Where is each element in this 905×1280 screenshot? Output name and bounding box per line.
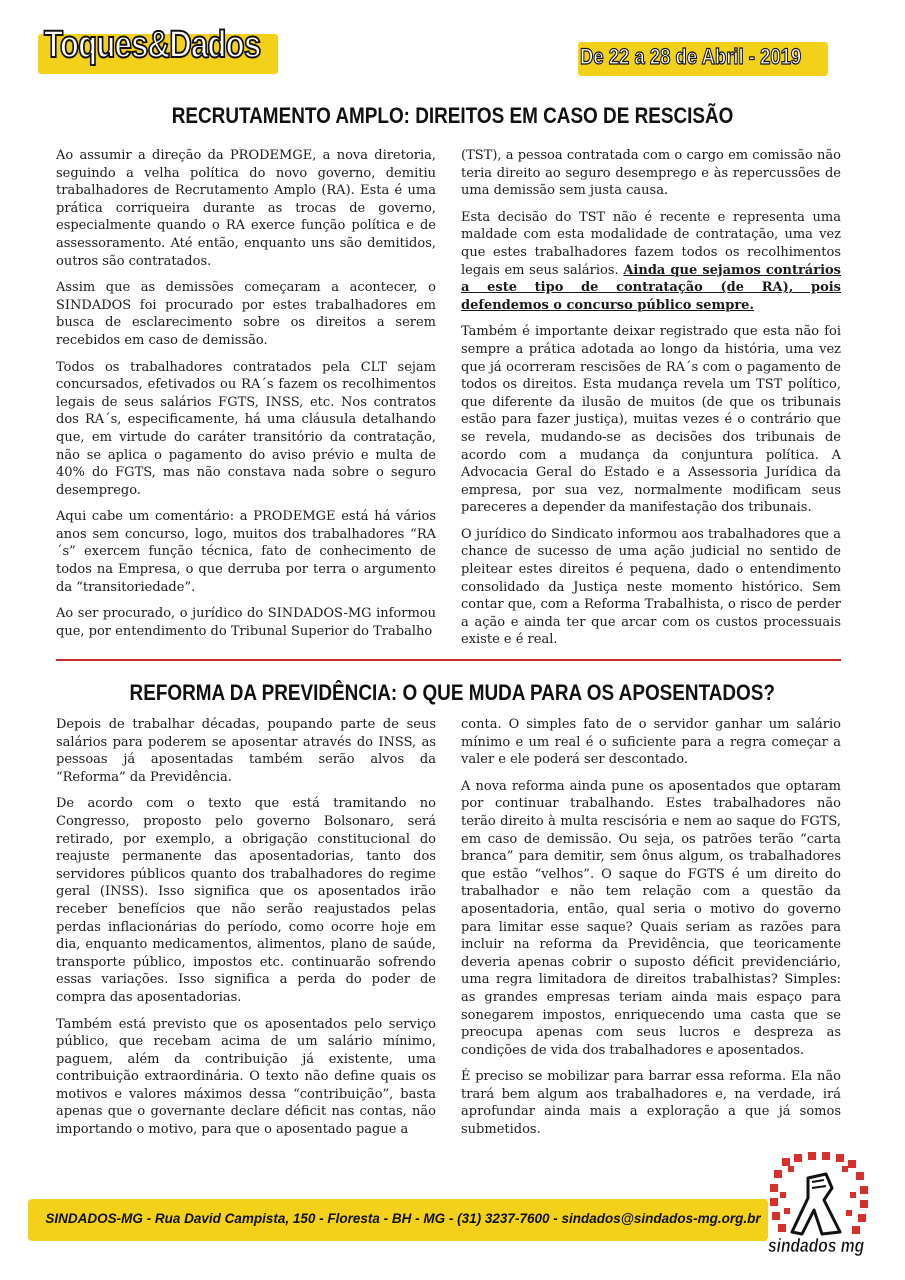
paragraph bbox=[461, 209, 841, 315]
emphasized-statement: Ainda que sejamos contrários a este tipo de contratação (de RA), pois defendemos o concurso público sempre. bbox=[461, 262, 841, 313]
paragraph: Todos os trabalhadores contratados pela CLT sejam concursados, efetivados ou RA´s fazem os recolhimentos legais de seus salários FGTS, INSS, etc. Nos contratos dos RA´s, especificamente, há uma cláusula detalhando que, em virtude do caráter transitório da contratação, não se aplica o pagamento do aviso prévio e multa de 40% do FGTS, mas não constava nada sobre o seguro desemprego. bbox=[56, 359, 436, 498]
article2-headline bbox=[0, 680, 905, 706]
issue-date: De 22 a 28 de Abril - 2019 bbox=[580, 44, 802, 69]
paragraph: Ao assumir a direção da PRODEMGE, a nova diretoria, seguindo a velha política do novo governo, demitiu trabalhadores de Recrutamento Amplo (RA). Esta é uma prática corriqueira durante as trocas de governo, especialmente quando o RA exerce função política e de assessoramento. Até então, enquanto uns são demitidos, outros são contratados. bbox=[56, 148, 436, 269]
masthead bbox=[0, 0, 905, 100]
article1-headline bbox=[0, 103, 905, 129]
paragraph-text: Esta decisão do TST não é recente e representa uma maldade com esta modalidade de contratação, uma vez que estes trabalhadores fazem todos os recolhimentos legais em seus salários. bbox=[461, 209, 841, 278]
article1-left-column bbox=[56, 147, 436, 649]
paragraph: Depois de trabalhar décadas, poupando parte de seus salários para poderem se aposentar através do INSS, as pessoas já aposentadas também serão alvos da “Reforma” da Previdência. bbox=[56, 717, 436, 785]
paragraph: Também está previsto que os aposentados pelo serviço público, que recebam acima de um salário mínimo, paguem, além da contribuição já existente, uma contribuição extraordinária. O texto não define quais os motivos e valores máximos dessa “contribuição”, basta apenas que o governante declare déficit nas contas, não importando o motivo, para que o aposentado pague a bbox=[56, 1016, 436, 1138]
paragraph: De acordo com o texto que está tramitando no Congresso, proposto pelo governo Bolsonaro, será retirado, por exemplo, a obrigação constitucional do reajuste permanente das aposentadorias, tanto dos servidores públicos quanto dos trabalhadores do regime geral (INSS). Isso significa que os aposentados irão receber benefícios que não serão reajustados pelas perdas inflacionárias do período, como ocorre hoje em dia, enquanto medicamentos, alimentos, plano de saúde, transporte público, impostos etc. continuarão sofrendo essas variações. Isso significa a perda do poder de compra das aposentadorias. bbox=[56, 796, 436, 1005]
logo-wordmark: sindados mg bbox=[768, 1236, 865, 1257]
section-divider bbox=[56, 659, 841, 661]
paragraph: Assim que as demissões começaram a acontecer, o SINDADOS foi procurado por estes trabalhadores em busca de esclarecimento sobre os direitos a serem recebidos em caso de demissão. bbox=[56, 280, 436, 348]
paragraph: O jurídico do Sindicato informou aos trabalhadores que a chance de sucesso de uma ação judicial no sentido de pleitear estes direitos é pequena, dado o entendimento consolidado da Justiça neste momento histórico. Sem contar que, com a Reforma Trabalhista, o risco de perder a ação e ainda ter que arcar com os custos processuais existe e é real. bbox=[461, 526, 841, 648]
paragraph: É preciso se mobilizar para barrar essa reforma. Ela não trará bem algum aos trabalhadores e, na verdade, irá aprofundar ainda mais a exploração a que já somos submetidos. bbox=[461, 1069, 841, 1138]
article2-left-column bbox=[56, 716, 436, 1148]
footer-contact: SINDADOS-MG - Rua David Campista, 150 - Floresta - BH - MG - (31) 3237-7600 - sindados@sindados-mg.org.br bbox=[45, 1211, 761, 1226]
article1-right-column bbox=[461, 147, 841, 658]
article2-headline-text: REFORMA DA PREVIDÊNCIA: O QUE MUDA PARA OS APOSENTADOS? bbox=[129, 680, 776, 705]
article1-headline-text: RECRUTAMENTO AMPLO: DIREITOS EM CASO DE RESCISÃO bbox=[171, 103, 734, 128]
paragraph: conta. O simples fato de o servidor ganhar um salário mínimo e um real é o suficiente para a regra começar a valer e ele poderá ser descontado. bbox=[461, 717, 841, 768]
newsletter-title: Toques&Dados bbox=[44, 24, 261, 66]
paragraph: Ao ser procurado, o jurídico do SINDADOS-MG informou que, por entendimento do Tribunal Superior do Trabalho bbox=[56, 606, 436, 639]
article2-right-column bbox=[461, 716, 841, 1148]
paragraph: (TST), a pessoa contratada com o cargo em comissão não teria direito ao seguro desemprego e às repercussões de uma demissão sem justa causa. bbox=[461, 148, 841, 199]
paragraph: A nova reforma ainda pune os aposentados que optaram por continuar trabalhando. Estes trabalhadores não terão direito à multa rescisória e nem ao saque do FGTS, em caso de demissão. Ou seja, os patrões terão “carta branca” para demitir, sem ônus algum, os trabalhadores que estão “velhos”. O saque do FGTS é um direito do trabalhador e não tem relação com a questão da aposentadoria, então, qual seria o motivo do governo para limitar esse saque? Quais seriam as razões para incluir na reforma da Previdência, que teoricamente deveria apenas cobrir o suposto déficit previdenciário, uma regra limitadora de direitos trabalhistas? Simples: as grandes empresas teriam ainda mais espaço para sonegarem impostos, enriquecendo uma casta que se preocupa apenas com seus lucros e despreza as condições de vida dos trabalhadores e aposentados. bbox=[461, 778, 841, 1058]
paragraph: Aqui cabe um comentário: a PRODEMGE está há vários anos sem concurso, logo, muitos dos trabalhadores “RA´s” exercem função técnica, fato de conhecimento de todos na Empresa, o que derruba por terra o argumento da “transitoriedade”. bbox=[56, 509, 436, 595]
paragraph: Também é importante deixar registrado que esta não foi sempre a prática adotada ao longo da história, uma vez que já ocorreram rescisões de RA´s com o pagamento de todos os direitos. Esta mudança revela um TST político, que diferente da ilusão de muitos (de que os tribunais estão para fazer justiça), muitas vezes é o contrário que se revela, mudando-se as decisões dos tribunais de acordo com a mudança da conjuntura política. A Advocacia Geral do Estado e a Assessoria Jurídica da empresa, por sua vez, normalmente modificam seus pareceres a depender da manifestação dos tribunais. bbox=[461, 324, 841, 516]
